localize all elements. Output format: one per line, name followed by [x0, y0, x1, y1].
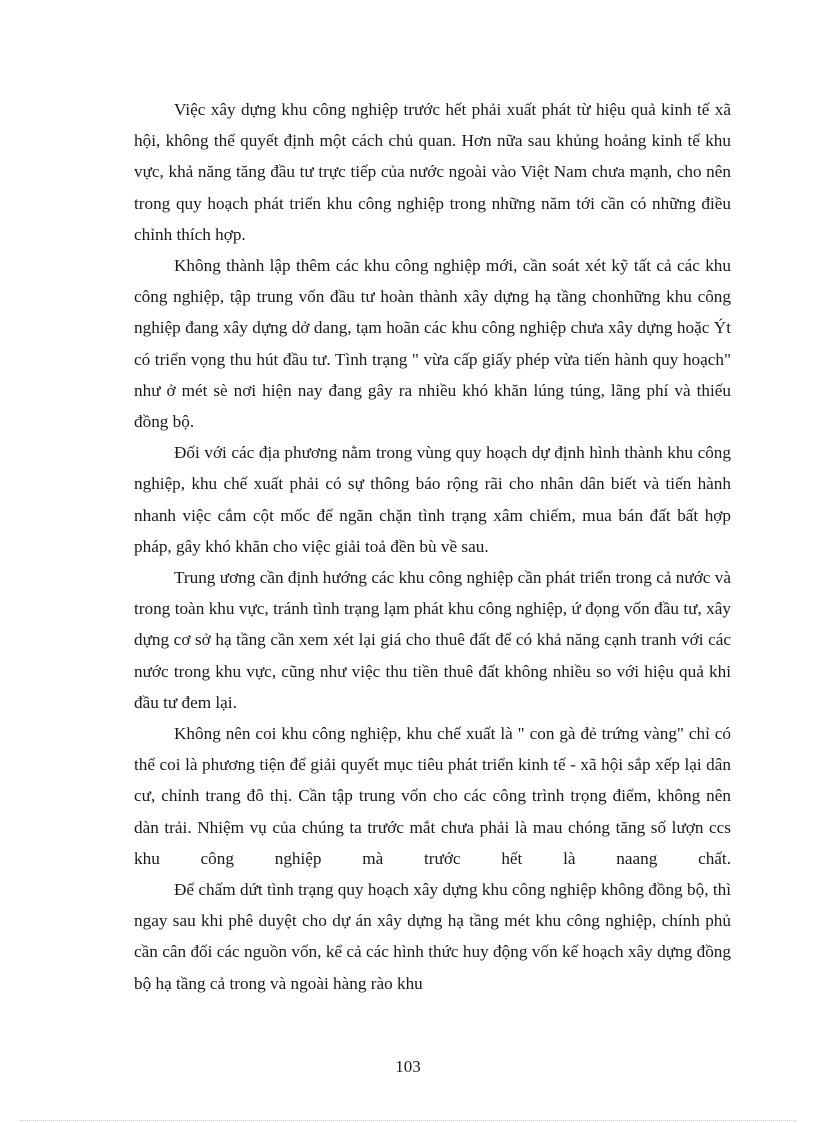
page-number: 103	[395, 1057, 421, 1076]
body-text	[134, 94, 731, 999]
paragraph-5: Không nên coi khu công nghiệp, khu chế xuất là " con gà đẻ trứng vàng" chỉ có thể coi là phương tiện để giải quyết mục tiêu phát triển kinh tế - xã hội sắp xếp lại dân cư, chỉnh trang đô thị. Cần tập trung vốn cho các công trình trọng điểm, không nên dàn trải. Nhiệm vụ của chúng ta trước mắt chưa phải là mau chóng tăng số lượn ccs khu công nghiệp mà trước hết là naang chất.	[134, 724, 731, 868]
paragraph-4: Trung ương cần định hướng các khu công nghiệp cần phát triển trong cả nước và trong toàn khu vực, tránh tình trạng lạm phát khu công nghiệp, ứ đọng vốn đầu tư, xây dựng cơ sở hạ tầng cần xem xét lại giá cho thuê đất để có khả năng cạnh tranh với các nước trong khu vực, cũng như việc thu tiền thuê đất không nhiều so với hiệu quả khi đầu tư đem lại.	[134, 568, 731, 712]
paragraph-6: Để chấm dứt tình trạng quy hoạch xây dựng khu công nghiệp không đồng bộ, thì ngay sau khi phê duyệt cho dự án xây dựng hạ tầng mét khu công nghiệp, chính phủ cần cân đối các nguồn vốn, kể cả các hình thức huy động vốn kế hoạch xây dựng đồng bộ hạ tầng cả trong và ngoài hàng rào khu	[134, 880, 731, 993]
page-bottom-divider	[20, 1120, 796, 1121]
paragraph-2: Không thành lập thêm các khu công nghiệp mới, cần soát xét kỹ tất cả các khu công nghiệp, tập trung vốn đầu tư hoàn thành xây dựng hạ tầng chonhững khu công nghiệp đang xây dựng dở dang, tạm hoãn các khu công nghiệp chưa xây dựng hoặc Ýt có triển vọng thu hút đầu tư. Tình trạng " vừa cấp giấy phép vừa tiến hành quy hoạch" như ở mét sè nơi hiện nay đang gây ra nhiều khó khăn lúng túng, lãng phí và thiếu đồng bộ.	[134, 256, 731, 432]
paragraph-3: Đối với các địa phương nằm trong vùng quy hoạch dự định hình thành khu công nghiệp, khu chế xuất phải có sự thông báo rộng rãi cho nhân dân biết và tiến hành nhanh việc cắm cột mốc để ngăn chặn tình trạng xâm chiếm, mua bán đất bất hợp pháp, gây khó khăn cho việc giải toả đền bù về sau.	[134, 443, 731, 556]
paragraph-1: Việc xây dựng khu công nghiệp trước hết phải xuất phát từ hiệu quả kinh tế xã hội, không thể quyết định một cách chủ quan. Hơn nữa sau khủng hoảng kinh tế khu vực, khả năng tăng đầu tư trực tiếp của nước ngoài vào Việt Nam chưa mạnh, cho nên trong quy hoạch phát triển khu công nghiệp trong những năm tới cần có những điều chỉnh thích hợp.	[134, 100, 731, 244]
